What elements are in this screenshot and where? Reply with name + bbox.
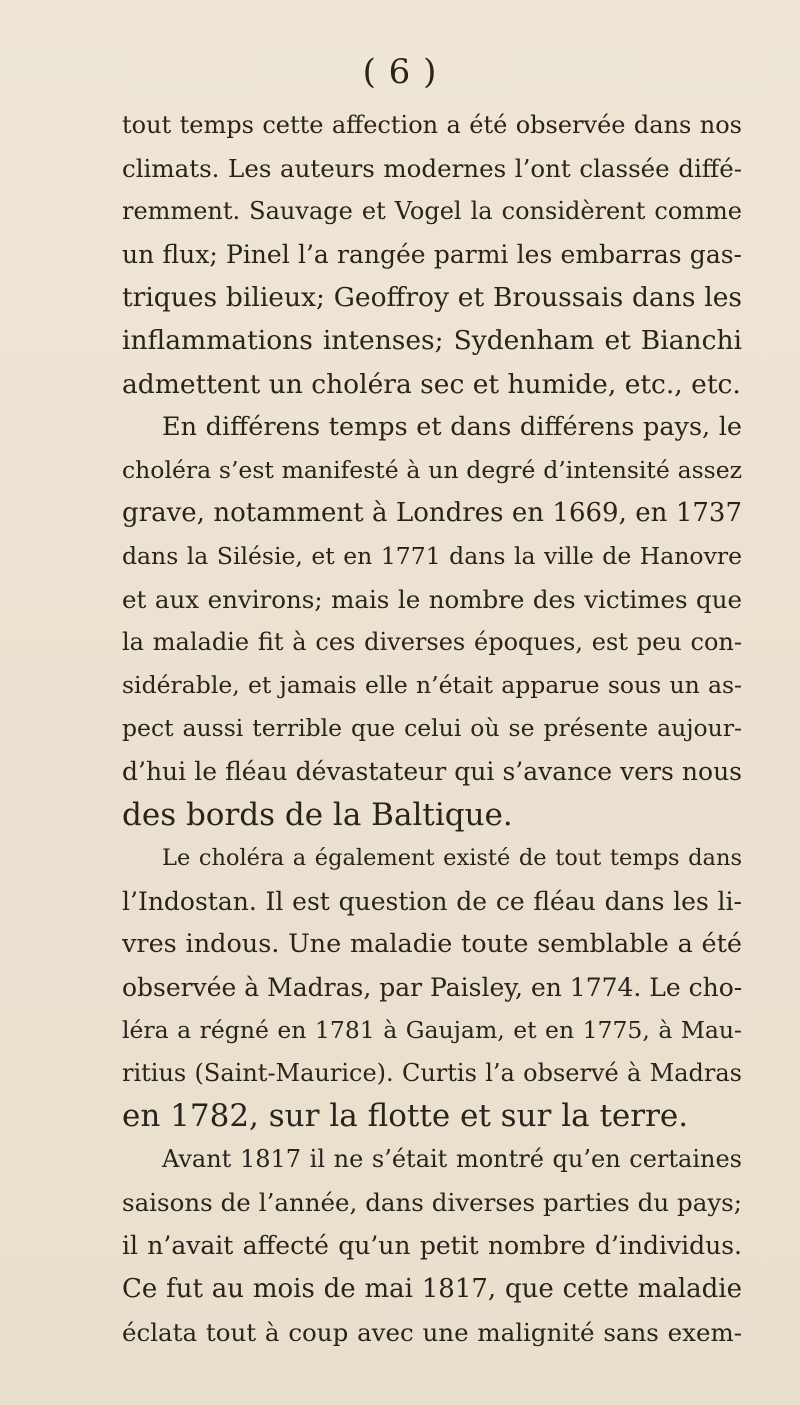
text-line: vres indous. Une maladie toute semblable a été	[122, 928, 742, 959]
text-line: sidérable, et jamais elle n’était apparue sous un as-	[122, 671, 742, 700]
text-line: saisons de l’année, dans diverses parties du pays;	[122, 1188, 742, 1218]
text-line: climats. Les auteurs modernes l’ont classée diffé-	[122, 154, 742, 184]
text-line: ritius (Saint-Maurice). Curtis l’a observé à Madras	[122, 1059, 742, 1088]
text-line: et aux environs; mais le nombre des victimes que	[122, 585, 742, 615]
text-line: remment. Sauvage et Vogel la considèrent comme	[122, 197, 742, 226]
text-line: léra a régné en 1781 à Gaujam, et en 1775, à Mau-	[122, 1015, 742, 1044]
text-line: observée à Madras, par Paisley, en 1774. Le cho-	[122, 972, 743, 1002]
text-line: éclata tout à coup avec une malignité sans exem-	[122, 1317, 742, 1347]
text-line: Le choléra a également existé de tout temps dans	[162, 844, 742, 871]
page-number: ( 6 )	[362, 52, 438, 92]
text-line: triques bilieux; Geoffroy et Broussais dans les	[122, 282, 742, 314]
text-line: Avant 1817 il ne s’était montré qu’en certaines	[162, 1145, 742, 1174]
text-line: admettent un choléra sec et humide, etc., etc.	[122, 368, 741, 400]
text-line: des bords de la Baltique.	[122, 796, 513, 833]
text-line: d’hui le fléau dévastateur qui s’avance vers nous	[122, 757, 742, 787]
text-line: un flux; Pinel l’a rangée parmi les embarras gas-	[122, 240, 742, 270]
text-line: en 1782, sur la flotte et sur la terre.	[122, 1098, 689, 1135]
text-line: il n’avait affecté qu’un petit nombre d’individus.	[122, 1231, 742, 1261]
text-line: En différens temps et dans différens pays, le	[162, 411, 742, 442]
text-line: choléra s’est manifesté à un degré d’intensité assez	[122, 455, 742, 484]
body-text	[122, 104, 742, 1354]
text-line: grave, notamment à Londres en 1669, en 1737	[122, 497, 742, 528]
text-line: pect aussi terrible que celui où se présente aujour-	[122, 714, 742, 743]
text-line: l’Indostan. Il est question de ce fléau dans les li-	[122, 886, 742, 916]
text-line: inflammations intenses; Sydenham et Bianchi	[122, 325, 742, 357]
text-line: Ce fut au mois de mai 1817, que cette maladie	[122, 1273, 742, 1304]
text-line: la maladie fit à ces diverses époques, est peu con-	[122, 628, 742, 657]
text-line: tout temps cette affection a été observée dans nos	[122, 111, 742, 139]
text-line: dans la Silésie, et en 1771 dans la ville de Hanovre	[122, 541, 742, 570]
